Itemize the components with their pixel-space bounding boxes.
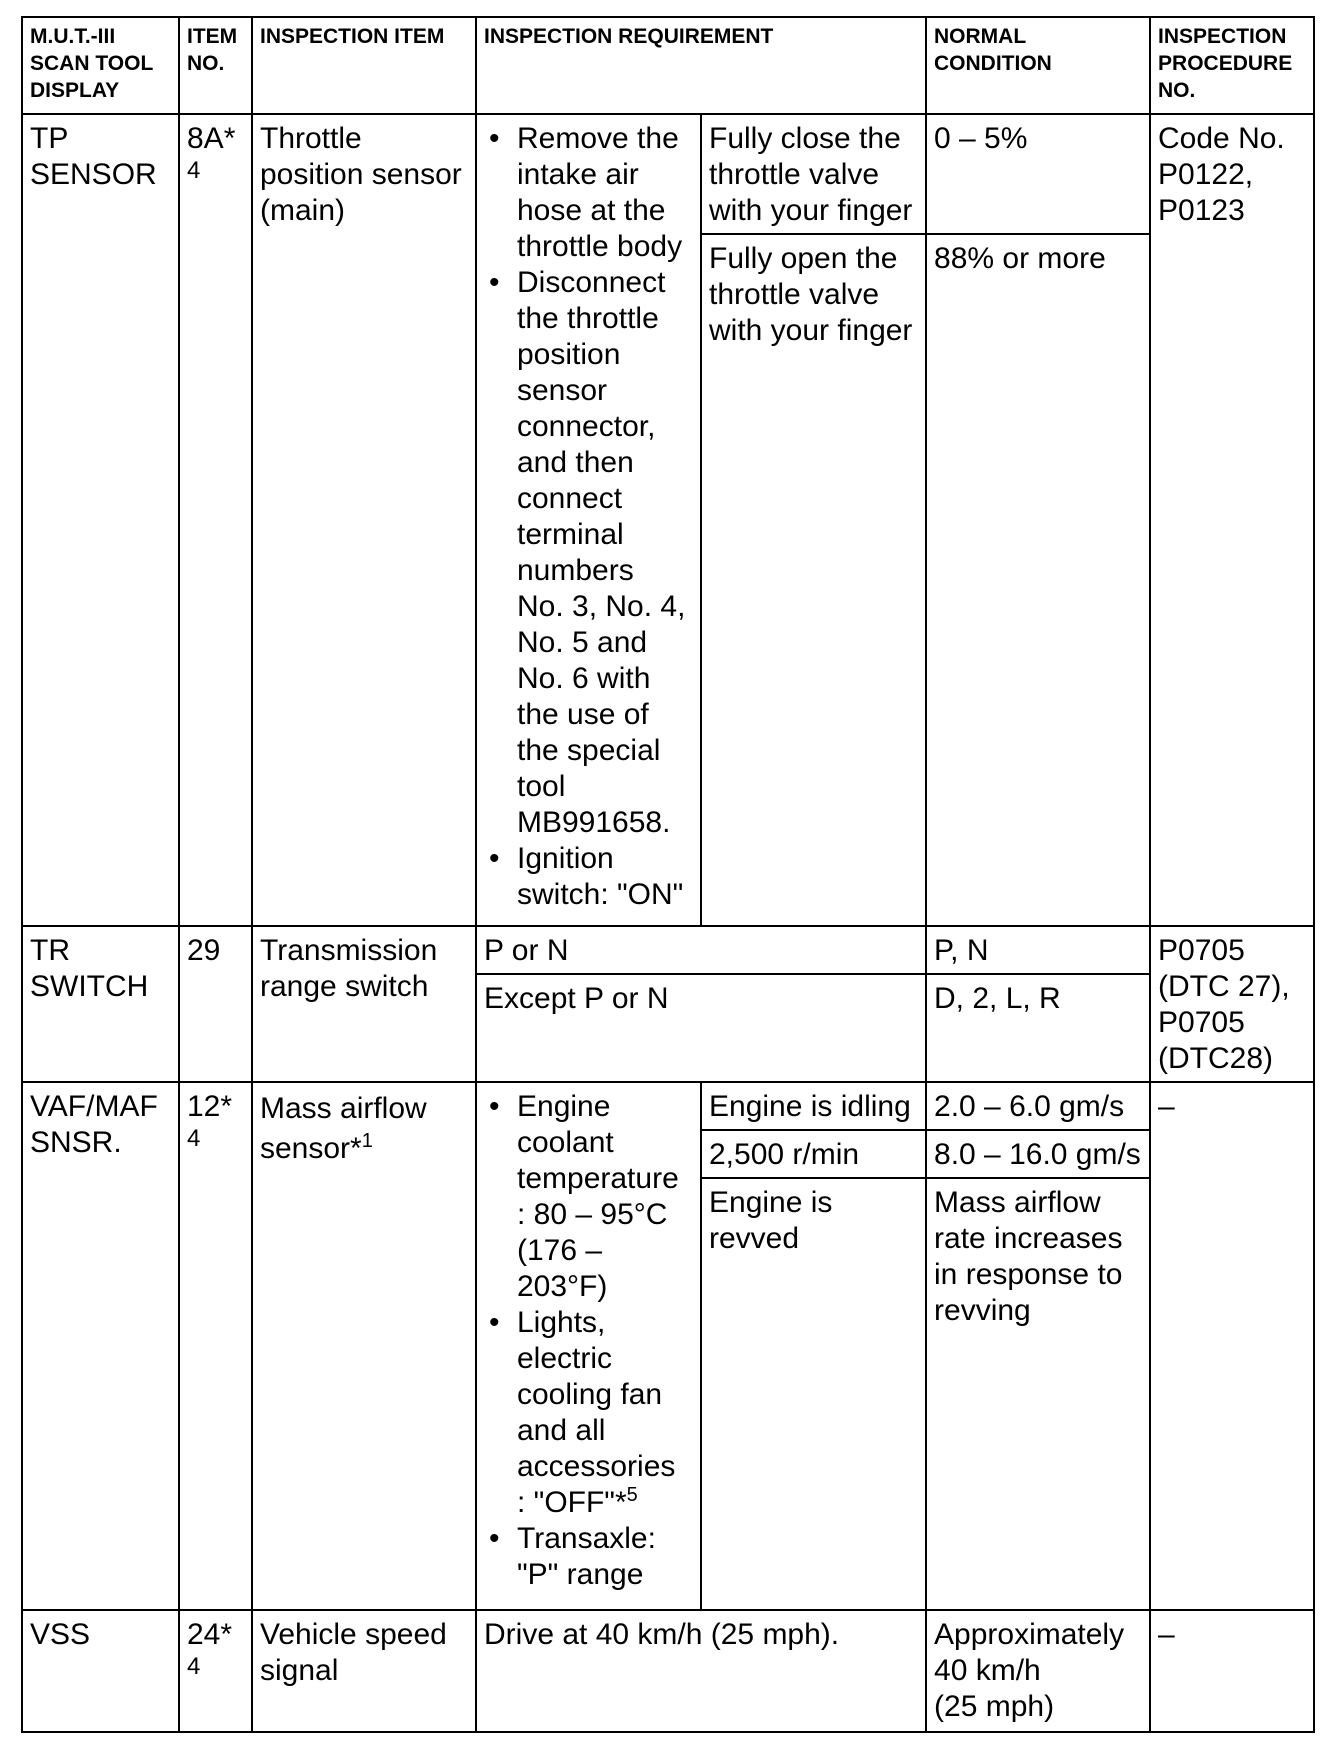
vaf-footnote-5: 5 <box>626 1484 638 1506</box>
header-scan-tool-display: M.U.T.-III SCAN TOOL DISPLAY <box>22 17 179 114</box>
vaf-condition-revved: Engine is revved <box>701 1178 926 1610</box>
header-item-no: ITEM NO. <box>179 17 252 114</box>
tp-normal-open: 88% or more <box>926 234 1150 926</box>
vaf-inspection-item-text: Mass airflow sensor* <box>260 1092 427 1165</box>
vss-item-no-sub: 4 <box>187 1653 201 1680</box>
vss-display: VSS <box>22 1610 179 1732</box>
tp-inspection-item: Throttle position sensor (main) <box>252 114 476 926</box>
tp-display: TP SENSOR <box>22 114 179 926</box>
tr-normal-p-or-n: P, N <box>926 926 1150 974</box>
vaf-item-no-main: 12* <box>187 1090 233 1123</box>
list-item <box>481 1305 698 1521</box>
vaf-requirements <box>476 1082 701 1610</box>
list-item: • Ignition switch: "ON" <box>481 841 698 913</box>
tp-requirements <box>476 114 701 926</box>
tr-normal-except: D, 2, L, R <box>926 974 1150 1082</box>
vss-item-no <box>179 1610 252 1732</box>
tr-item-no: 29 <box>179 926 252 1082</box>
header-inspection-requirement: INSPECTION REQUIREMENT <box>476 17 926 114</box>
vaf-requirement-2-text: Lights, electric cooling fan and all accessories : "OFF"* <box>517 1306 676 1519</box>
vaf-condition-2500: 2,500 r/min <box>701 1130 926 1178</box>
vaf-item-no <box>179 1082 252 1610</box>
vaf-requirement-list <box>481 1089 698 1593</box>
vaf-display: VAF/MAF SNSR. <box>22 1082 179 1610</box>
tr-condition-except: Except P or N <box>476 974 926 1082</box>
tp-item-no <box>179 114 252 926</box>
vaf-inspection-item <box>252 1082 476 1610</box>
header-inspection-item: INSPECTION ITEM <box>252 17 476 114</box>
vss-item-no-main: 24* <box>187 1618 233 1651</box>
table-row <box>22 1082 1314 1130</box>
list-item: • Remove the intake air hose at the throttle body <box>481 121 698 265</box>
list-item: • Transaxle: "P" range <box>481 1521 698 1593</box>
tr-inspection-item: Transmission range switch <box>252 926 476 1082</box>
tr-condition-p-or-n: P or N <box>476 926 926 974</box>
tp-condition-open: Fully open the throttle valve with your finger <box>701 234 926 926</box>
vaf-item-no-sub: 4 <box>187 1125 201 1152</box>
vaf-normal-revved: Mass airflow rate increases in response to revving <box>926 1178 1150 1610</box>
tp-condition-close: Fully close the throttle valve with your finger <box>701 114 926 234</box>
table-row <box>22 1610 1314 1732</box>
tp-procedure-no: Code No. P0122, P0123 <box>1150 114 1314 926</box>
vaf-normal-2500: 8.0 – 16.0 gm/s <box>926 1130 1150 1178</box>
vss-inspection-item: Vehicle speed signal <box>252 1610 476 1732</box>
header-normal-condition: NORMAL CONDITION <box>926 17 1150 114</box>
vss-normal: Approximately 40 km/h (25 mph) <box>926 1610 1150 1732</box>
vaf-normal-idling: 2.0 – 6.0 gm/s <box>926 1082 1150 1130</box>
tp-normal-close: 0 – 5% <box>926 114 1150 234</box>
list-item: • Engine coolant temperature : 80 – 95°C (176 – 203°F) <box>481 1089 698 1305</box>
vss-requirement: Drive at 40 km/h (25 mph). <box>476 1610 926 1732</box>
tp-item-no-main: 8A* <box>187 122 236 155</box>
tr-display: TR SWITCH <box>22 926 179 1082</box>
table-row <box>22 926 1314 974</box>
vaf-procedure-no: – <box>1150 1082 1314 1610</box>
tr-procedure-no: P0705 (DTC 27), P0705 (DTC28) <box>1150 926 1314 1082</box>
tp-item-no-sub: 4 <box>187 157 201 184</box>
header-procedure-no: INSPECTION PROCEDURE NO. <box>1150 17 1314 114</box>
inspection-table <box>21 16 1315 1733</box>
table-row <box>22 114 1314 234</box>
vaf-condition-idling: Engine is idling <box>701 1082 926 1130</box>
list-item: • Disconnect the throttle position sensor connector, and then connect terminal numbers No. 3, No. 4, No. 5 and No. 6 with the use of the special tool MB991658. <box>481 265 698 841</box>
vaf-footnote-1: 1 <box>361 1130 373 1152</box>
table-header-row <box>22 17 1314 114</box>
vss-procedure-no: – <box>1150 1610 1314 1732</box>
tp-requirement-list <box>481 121 698 913</box>
